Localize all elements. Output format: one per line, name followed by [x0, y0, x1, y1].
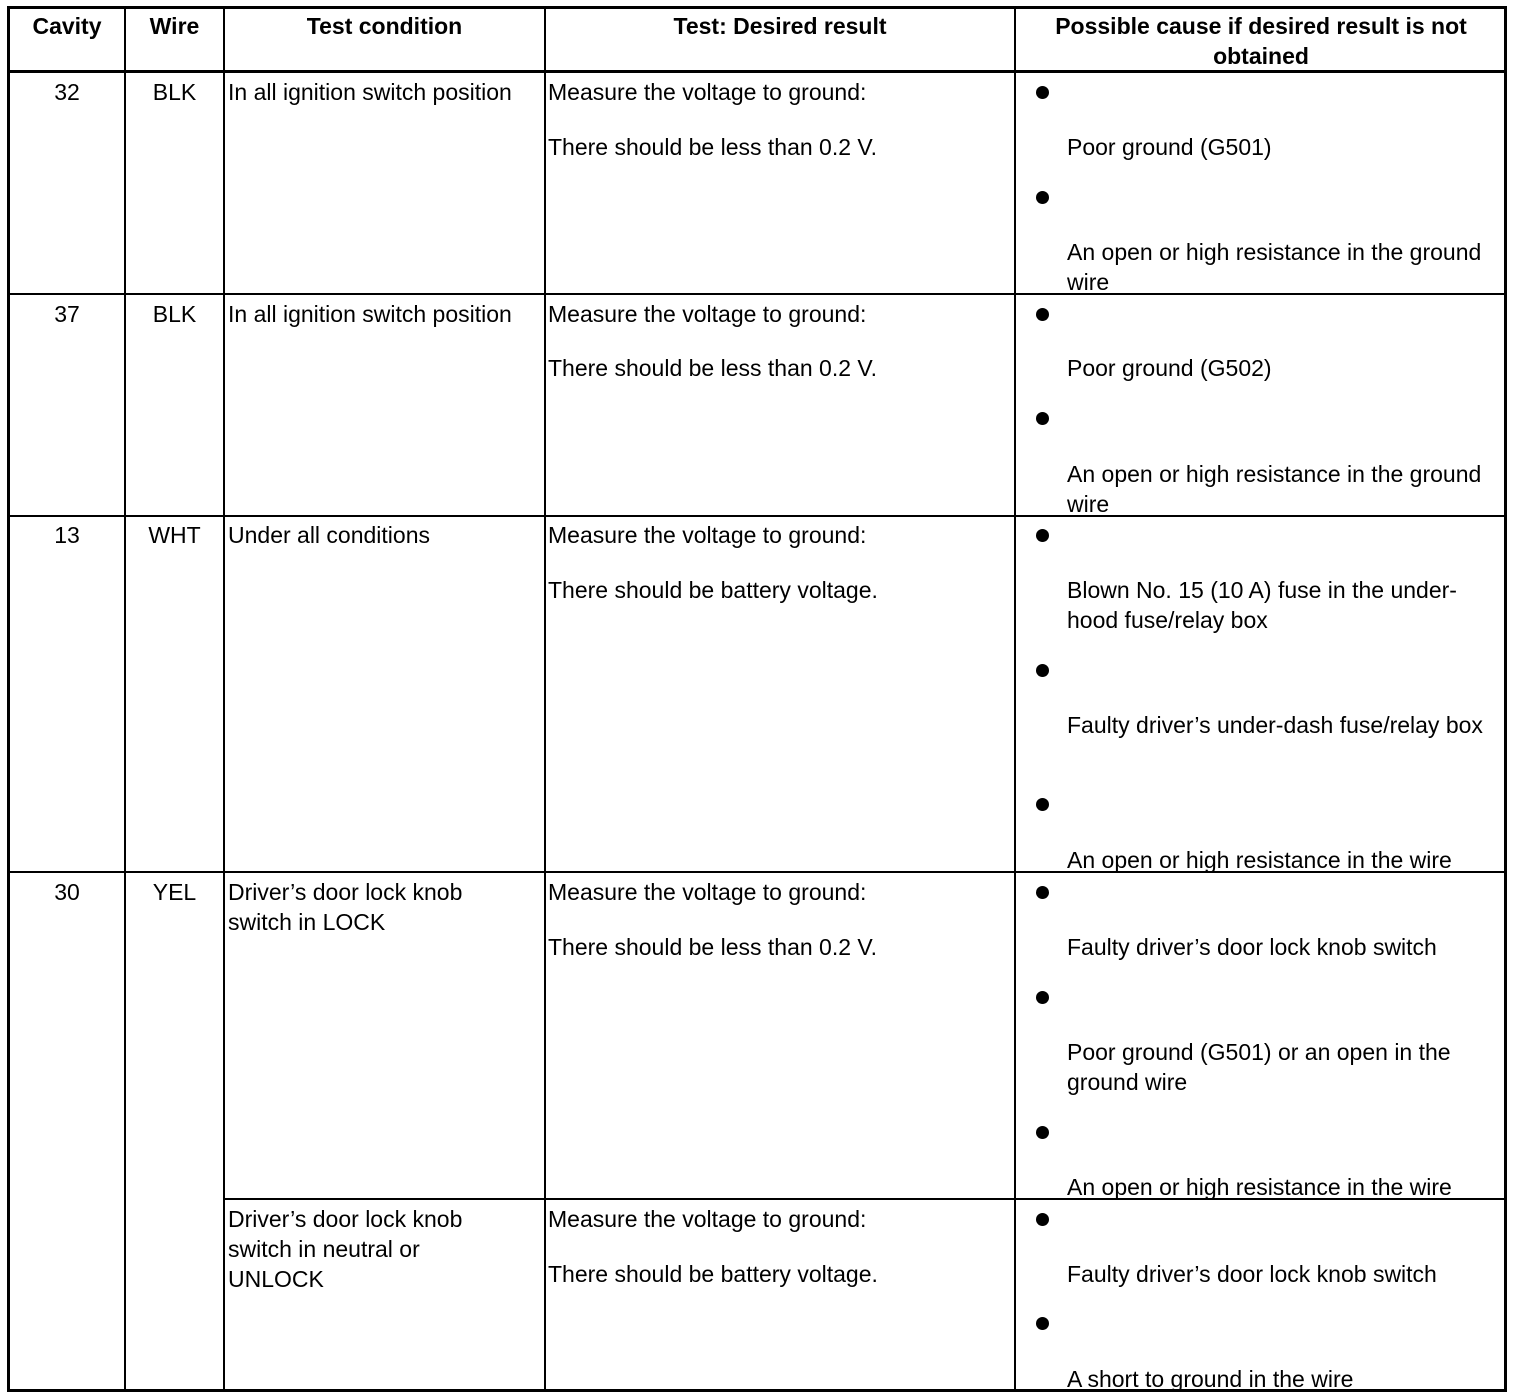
bullet-icon: [1036, 308, 1049, 321]
header-desired-result: Test: Desired result: [673, 13, 887, 39]
cavity-cell: 13: [54, 522, 80, 548]
cause-item: An open or high resistance in the ground wire: [1067, 239, 1482, 295]
bullet-icon: [1036, 798, 1049, 811]
col-divider: [223, 6, 225, 1392]
test-condition-cell: In all ignition switch position: [228, 79, 512, 105]
expected-result-text: There should be less than 0.2 V.: [548, 134, 878, 160]
bullet-icon: [1036, 86, 1049, 99]
test-condition-cell: Under all conditions: [228, 522, 431, 548]
bullet-icon: [1036, 886, 1049, 899]
cause-item: Faulty driver’s under-dash fuse/relay box: [1067, 712, 1483, 738]
test-condition-cell: Driver’s door lock knob switch in LOCK: [228, 879, 463, 935]
header-wire: Wire: [149, 13, 200, 39]
wire-cell: WHT: [148, 522, 201, 548]
cavity-cell: 30: [54, 879, 80, 905]
cavity-cell: 32: [54, 79, 80, 105]
measure-text: Measure the voltage to ground:: [548, 79, 867, 105]
bullet-icon: [1036, 529, 1049, 542]
bullet-icon: [1036, 1317, 1049, 1330]
test-table: [7, 6, 1507, 1392]
wire-cell: BLK: [152, 79, 197, 105]
bullet-icon: [1036, 191, 1049, 204]
bullet-icon: [1036, 1126, 1049, 1139]
bullet-icon: [1036, 664, 1049, 677]
cause-item: An open or high resistance in the ground wire: [1067, 461, 1482, 517]
header-cavity: Cavity: [32, 13, 102, 39]
expected-result-text: There should be less than 0.2 V.: [548, 355, 878, 381]
measure-text: Measure the voltage to ground:: [548, 879, 867, 905]
test-condition-cell: In all ignition switch position: [228, 301, 512, 327]
expected-result-text: There should be less than 0.2 V.: [548, 934, 878, 960]
cause-item: Poor ground (G502): [1067, 355, 1272, 381]
wire-cell: YEL: [152, 879, 197, 905]
measure-text: Measure the voltage to ground:: [548, 1206, 867, 1232]
expected-result-text: There should be battery voltage.: [548, 1261, 878, 1287]
wire-cell: BLK: [152, 301, 197, 327]
col-divider: [124, 6, 126, 1392]
header-possible-cause: Possible cause if desired result is not obtained: [1055, 13, 1467, 69]
measure-text: Measure the voltage to ground:: [548, 522, 867, 548]
cause-item: Blown No. 15 (10 A) fuse in the under-hood fuse/relay box: [1067, 577, 1457, 633]
cause-item: A short to ground in the wire: [1067, 1366, 1354, 1392]
cause-item: Poor ground (G501): [1067, 134, 1272, 160]
col-divider: [1014, 6, 1016, 1392]
expected-result-text: There should be battery voltage.: [548, 577, 878, 603]
test-condition-cell: Driver’s door lock knob switch in neutral or UNLOCK: [228, 1206, 463, 1292]
measure-text: Measure the voltage to ground:: [548, 301, 867, 327]
cause-item: Faulty driver’s door lock knob switch: [1067, 1261, 1437, 1287]
cause-item: Poor ground (G501) or an open in the ground wire: [1067, 1039, 1451, 1095]
cause-item: An open or high resistance in the wire: [1067, 1174, 1452, 1200]
bullet-icon: [1036, 412, 1049, 425]
bullet-icon: [1036, 1213, 1049, 1226]
cause-item: Faulty driver’s door lock knob switch: [1067, 934, 1437, 960]
header-test-condition: Test condition: [306, 13, 463, 39]
col-divider: [544, 6, 546, 1392]
bullet-icon: [1036, 991, 1049, 1004]
cavity-cell: 37: [54, 301, 80, 327]
cause-item: An open or high resistance in the wire: [1067, 847, 1452, 873]
